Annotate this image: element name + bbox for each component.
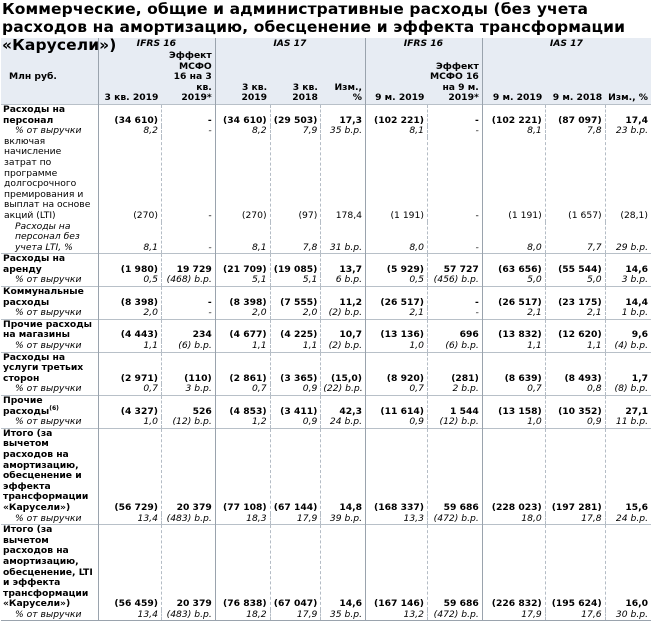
table-cell: 1,0 xyxy=(482,417,545,428)
table-cell: 30 b.p. xyxy=(605,610,651,621)
row-label xyxy=(1,417,98,428)
table-cell: (3 365) xyxy=(270,352,321,384)
table-cell: 1,0 xyxy=(366,341,428,352)
table-cell: (7 555) xyxy=(270,287,321,309)
table-cell: (456) b.p. xyxy=(427,275,482,286)
column-header: 9 м. 2018 xyxy=(545,51,605,104)
table-cell: - xyxy=(427,287,482,309)
table-cell: 8,1 xyxy=(366,126,428,137)
table-cell: - xyxy=(161,104,215,126)
table-cell: (28,1) xyxy=(605,137,651,222)
row-label-text: Итого (за вычетом расходов на амортизацию, обесценение и эффекта трансформации «Карусели») xyxy=(3,427,89,513)
table-cell: (6) b.p. xyxy=(161,341,215,352)
table-cell: 20 379 xyxy=(161,428,215,513)
row-label xyxy=(1,137,98,222)
table-cell: (472) b.p. xyxy=(427,610,482,621)
table-cell: 11,2 xyxy=(321,287,366,309)
table-cell: (195 624) xyxy=(545,525,605,610)
table-cell: (8 493) xyxy=(545,352,605,384)
table-cell: 3 b.p. xyxy=(605,275,651,286)
table-cell: 1,1 xyxy=(270,341,321,352)
table-cell: (1 657) xyxy=(545,137,605,222)
table-row xyxy=(1,126,651,137)
table-cell: (11 614) xyxy=(366,396,428,418)
table-cell: (8) b.p. xyxy=(605,384,651,395)
table-cell: 13,3 xyxy=(366,514,428,525)
table-cell: 9,6 xyxy=(605,319,651,341)
table-cell: 20 379 xyxy=(161,525,215,610)
table-cell: (63 656) xyxy=(482,254,545,276)
row-label xyxy=(1,352,98,384)
table-row xyxy=(1,275,651,286)
table-cell: 14,6 xyxy=(321,525,366,610)
table-cell: (22) b.p. xyxy=(321,384,366,395)
row-label xyxy=(1,254,98,276)
row-label xyxy=(1,525,98,610)
table-cell: (472) b.p. xyxy=(427,514,482,525)
table-row xyxy=(1,352,651,384)
table-cell: 0,7 xyxy=(215,384,270,395)
table-cell: 1,1 xyxy=(215,341,270,352)
column-header: Изм., % xyxy=(605,51,651,104)
table-cell: 1,1 xyxy=(545,341,605,352)
table-cell: 2,0 xyxy=(98,308,161,319)
table-cell: 1 b.p. xyxy=(605,308,651,319)
table-cell: 0,5 xyxy=(98,275,161,286)
table-cell: 7,8 xyxy=(545,126,605,137)
row-label-text: % от выручки xyxy=(15,125,82,137)
table-cell: 17,3 xyxy=(321,104,366,126)
table-cell: (8 920) xyxy=(366,352,428,384)
table-cell: 2,1 xyxy=(482,308,545,319)
table-cell: 0,7 xyxy=(98,384,161,395)
table-cell: (6) b.p. xyxy=(427,341,482,352)
table-cell: (97) xyxy=(270,137,321,222)
table-cell: 3 b.p. xyxy=(161,384,215,395)
row-label-text: % от выручки xyxy=(15,274,82,286)
table-cell: - xyxy=(427,137,482,222)
header-row xyxy=(1,51,651,104)
table-row xyxy=(1,319,651,341)
table-cell: (4 677) xyxy=(215,319,270,341)
row-label xyxy=(1,319,98,341)
table-cell: - xyxy=(161,222,215,254)
table-cell: (168 337) xyxy=(366,428,428,513)
table-cell: 0,9 xyxy=(270,417,321,428)
table-cell: 11 b.p. xyxy=(605,417,651,428)
table-cell: 17,9 xyxy=(270,514,321,525)
row-label xyxy=(1,275,98,286)
table-cell: 17,6 xyxy=(545,610,605,621)
unit-label: Млн руб. xyxy=(1,51,98,104)
table-cell: 18,0 xyxy=(482,514,545,525)
table-cell: 23 b.p. xyxy=(605,126,651,137)
column-header: Эффект МСФО 16 на 9 м. 2019* xyxy=(427,51,482,104)
table-cell: (102 221) xyxy=(366,104,428,126)
row-label xyxy=(1,341,98,352)
table-cell: 35 b.p. xyxy=(321,610,366,621)
table-cell: - xyxy=(427,126,482,137)
table-cell: 5,0 xyxy=(545,275,605,286)
table-cell: 15,6 xyxy=(605,428,651,513)
table-cell: 8,2 xyxy=(98,126,161,137)
table-cell: 17,9 xyxy=(270,610,321,621)
table-cell: 1,2 xyxy=(215,417,270,428)
row-label xyxy=(1,396,98,418)
table-cell: (21 709) xyxy=(215,254,270,276)
table-cell: (8 398) xyxy=(215,287,270,309)
table-cell: 234 xyxy=(161,319,215,341)
table-row xyxy=(1,254,651,276)
table-cell: (67 047) xyxy=(270,525,321,610)
table-cell: 1,1 xyxy=(98,341,161,352)
table-cell: 17,9 xyxy=(482,610,545,621)
table-cell: (56 459) xyxy=(98,525,161,610)
table-cell: (483) b.p. xyxy=(161,514,215,525)
table-cell: 696 xyxy=(427,319,482,341)
table-cell: (87 097) xyxy=(545,104,605,126)
table-cell: 2,1 xyxy=(545,308,605,319)
table-cell: 0,7 xyxy=(482,384,545,395)
table-body xyxy=(1,104,651,621)
table-cell: (34 610) xyxy=(98,104,161,126)
row-label-text: % от выручки xyxy=(15,383,82,395)
table-cell: 13,4 xyxy=(98,610,161,621)
table-cell: 1,1 xyxy=(482,341,545,352)
row-label-text: % от выручки xyxy=(15,340,82,352)
column-header: 3 кв. 2019 xyxy=(215,51,270,104)
row-label-text: Итого (за вычетом расходов на амортизацию, обесценение, LTI и эффекта трансформации «Карусели») xyxy=(3,524,93,610)
table-cell: (12) b.p. xyxy=(161,417,215,428)
table-cell: (167 146) xyxy=(366,525,428,610)
table-cell: 1 544 xyxy=(427,396,482,418)
column-header: 9 м. 2019 xyxy=(366,51,428,104)
table-cell: 0,9 xyxy=(366,417,428,428)
row-label-text: Расходы на аренду xyxy=(3,253,66,275)
table-cell: (77 108) xyxy=(215,428,270,513)
table-row xyxy=(1,514,651,525)
row-label-text: Расходы на персонал xyxy=(3,103,66,126)
table-cell: (102 221) xyxy=(482,104,545,126)
table-cell: (13 136) xyxy=(366,319,428,341)
table-cell: 5,1 xyxy=(270,275,321,286)
table-cell: 5,0 xyxy=(482,275,545,286)
table-row xyxy=(1,428,651,513)
table-cell: 13,2 xyxy=(366,610,428,621)
table-cell: (228 023) xyxy=(482,428,545,513)
row-label-text: Расходы на персонал без учета LTI, % xyxy=(15,220,80,253)
table-cell: - xyxy=(161,287,215,309)
table-cell: - xyxy=(161,308,215,319)
table-cell: 7,8 xyxy=(270,222,321,254)
table-cell: (5 929) xyxy=(366,254,428,276)
table-cell: 14,6 xyxy=(605,254,651,276)
table-cell: 59 686 xyxy=(427,428,482,513)
table-cell: (270) xyxy=(215,137,270,222)
row-label xyxy=(1,428,98,513)
table-cell: (76 838) xyxy=(215,525,270,610)
table-cell: (110) xyxy=(161,352,215,384)
table-cell: 8,1 xyxy=(215,222,270,254)
column-header: Изм., % xyxy=(321,51,366,104)
table-row xyxy=(1,384,651,395)
table-cell: 14,4 xyxy=(605,287,651,309)
table-cell: 0,8 xyxy=(545,384,605,395)
table-cell: (12 620) xyxy=(545,319,605,341)
table-row xyxy=(1,287,651,309)
group-header: IAS 17 xyxy=(215,38,365,51)
table-cell: (34 610) xyxy=(215,104,270,126)
table-cell: 8,2 xyxy=(215,126,270,137)
table-cell: (10 352) xyxy=(545,396,605,418)
table-cell: 17,8 xyxy=(545,514,605,525)
row-label xyxy=(1,222,98,254)
table-cell: (15,0) xyxy=(321,352,366,384)
table-row xyxy=(1,396,651,418)
row-label xyxy=(1,308,98,319)
table-cell: (12) b.p. xyxy=(427,417,482,428)
group-header: IAS 17 xyxy=(482,38,651,51)
row-label xyxy=(1,287,98,309)
table-cell: - xyxy=(161,126,215,137)
table-cell: (13 158) xyxy=(482,396,545,418)
column-header: 3 кв. 2019 xyxy=(98,51,161,104)
table-cell: (270) xyxy=(98,137,161,222)
table-cell: - xyxy=(427,222,482,254)
table-cell: 5,1 xyxy=(215,275,270,286)
table-cell: 59 686 xyxy=(427,525,482,610)
table-cell: (281) xyxy=(427,352,482,384)
group-header: IFRS 16 xyxy=(366,38,483,51)
table-cell: 2 b.p. xyxy=(427,384,482,395)
table-cell: 2,1 xyxy=(366,308,428,319)
table-cell: (4 443) xyxy=(98,319,161,341)
table-cell: (8 398) xyxy=(98,287,161,309)
table-row xyxy=(1,137,651,222)
table-row xyxy=(1,222,651,254)
table-row xyxy=(1,104,651,126)
table-cell: 8,0 xyxy=(366,222,428,254)
row-label-text: % от выручки xyxy=(15,608,82,620)
table-cell: 29 b.p. xyxy=(605,222,651,254)
column-header: 9 м. 2019 xyxy=(482,51,545,104)
column-header: Эффект МСФО 16 на 3 кв. 2019* xyxy=(161,51,215,104)
table-cell: (468) b.p. xyxy=(161,275,215,286)
table-cell: (3 411) xyxy=(270,396,321,418)
table-cell: (26 517) xyxy=(482,287,545,309)
table-cell: 7,7 xyxy=(545,222,605,254)
table-cell: 42,3 xyxy=(321,396,366,418)
table-cell: 0,9 xyxy=(545,417,605,428)
table-cell: 8,0 xyxy=(482,222,545,254)
table-cell: (2 861) xyxy=(215,352,270,384)
table-cell: 1,0 xyxy=(98,417,161,428)
table-cell: (26 517) xyxy=(366,287,428,309)
table-cell: (2 971) xyxy=(98,352,161,384)
column-header: 3 кв. 2018 xyxy=(270,51,321,104)
table-cell: (8 639) xyxy=(482,352,545,384)
table-cell: 13,4 xyxy=(98,514,161,525)
table-cell: 178,4 xyxy=(321,137,366,222)
table-cell: 13,7 xyxy=(321,254,366,276)
row-label-text: % от выручки xyxy=(15,512,82,524)
table-cell: 0,7 xyxy=(366,384,428,395)
row-label-text: % от выручки xyxy=(15,307,82,319)
table-cell: (29 503) xyxy=(270,104,321,126)
table-cell: 17,4 xyxy=(605,104,651,126)
table-cell: (2) b.p. xyxy=(321,341,366,352)
table-cell: - xyxy=(427,104,482,126)
table-cell: - xyxy=(427,308,482,319)
table-cell: 16,0 xyxy=(605,525,651,610)
table-cell: 35 b.p. xyxy=(321,126,366,137)
table-cell: 526 xyxy=(161,396,215,418)
sga-expenses-table xyxy=(1,38,651,621)
table-cell: 2,0 xyxy=(270,308,321,319)
table-cell: (4 327) xyxy=(98,396,161,418)
table-row xyxy=(1,525,651,610)
table-cell: 10,7 xyxy=(321,319,366,341)
row-label-text: включая начисление затрат по программе долгосрочного премирования и выплат на основе акций (LTI) xyxy=(4,135,91,221)
table-cell: 8,1 xyxy=(98,222,161,254)
table-cell: 7,9 xyxy=(270,126,321,137)
table-row xyxy=(1,417,651,428)
table-cell: (4 853) xyxy=(215,396,270,418)
table-cell: (13 832) xyxy=(482,319,545,341)
row-label-text: Прочие расходы xyxy=(3,395,50,417)
table-cell: 27,1 xyxy=(605,396,651,418)
table-row xyxy=(1,610,651,621)
table-cell: (197 281) xyxy=(545,428,605,513)
row-label-text: % от выручки xyxy=(15,416,82,428)
table-cell: (1 191) xyxy=(482,137,545,222)
table-cell: 39 b.p. xyxy=(321,514,366,525)
table-cell: 57 727 xyxy=(427,254,482,276)
footnote-marker: (6) xyxy=(49,404,59,412)
row-label-text: Прочие расходы на магазины xyxy=(3,318,92,341)
table-cell: 0,9 xyxy=(270,384,321,395)
table-cell: (67 144) xyxy=(270,428,321,513)
row-label xyxy=(1,104,98,126)
table-cell: 8,1 xyxy=(482,126,545,137)
table-cell: 6 b.p. xyxy=(321,275,366,286)
row-label-text: Коммунальные расходы xyxy=(3,286,84,308)
table-cell: (23 175) xyxy=(545,287,605,309)
table-cell: (55 544) xyxy=(545,254,605,276)
page-title: Коммерческие, общие и административные расходы (без учета расходов на амортизацию, обесценение и эффекта трансформации «Карусели») xyxy=(2,0,626,54)
table-cell: 18,3 xyxy=(215,514,270,525)
table-cell: (19 085) xyxy=(270,254,321,276)
table-cell: (4 225) xyxy=(270,319,321,341)
group-header: IFRS 16 xyxy=(98,38,215,51)
table-cell: 1,7 xyxy=(605,352,651,384)
table-cell: (483) b.p. xyxy=(161,610,215,621)
table-cell: 19 729 xyxy=(161,254,215,276)
table-cell: - xyxy=(161,137,215,222)
row-label xyxy=(1,384,98,395)
table-cell: (2) b.p. xyxy=(321,308,366,319)
table-cell: (226 832) xyxy=(482,525,545,610)
table-cell: 18,2 xyxy=(215,610,270,621)
row-label-text: Расходы на услуги третьих сторон xyxy=(3,351,84,384)
row-label xyxy=(1,514,98,525)
table-cell: 31 b.p. xyxy=(321,222,366,254)
table-cell: (4) b.p. xyxy=(605,341,651,352)
table-cell: 0,5 xyxy=(366,275,428,286)
table-cell: 14,8 xyxy=(321,428,366,513)
table-cell: (1 980) xyxy=(98,254,161,276)
table-cell: 2,0 xyxy=(215,308,270,319)
table-cell: 24 b.p. xyxy=(605,514,651,525)
table-cell: 24 b.p. xyxy=(321,417,366,428)
row-label xyxy=(1,610,98,621)
table-cell: (1 191) xyxy=(366,137,428,222)
table-row xyxy=(1,341,651,352)
table-row xyxy=(1,308,651,319)
table-cell: (56 729) xyxy=(98,428,161,513)
